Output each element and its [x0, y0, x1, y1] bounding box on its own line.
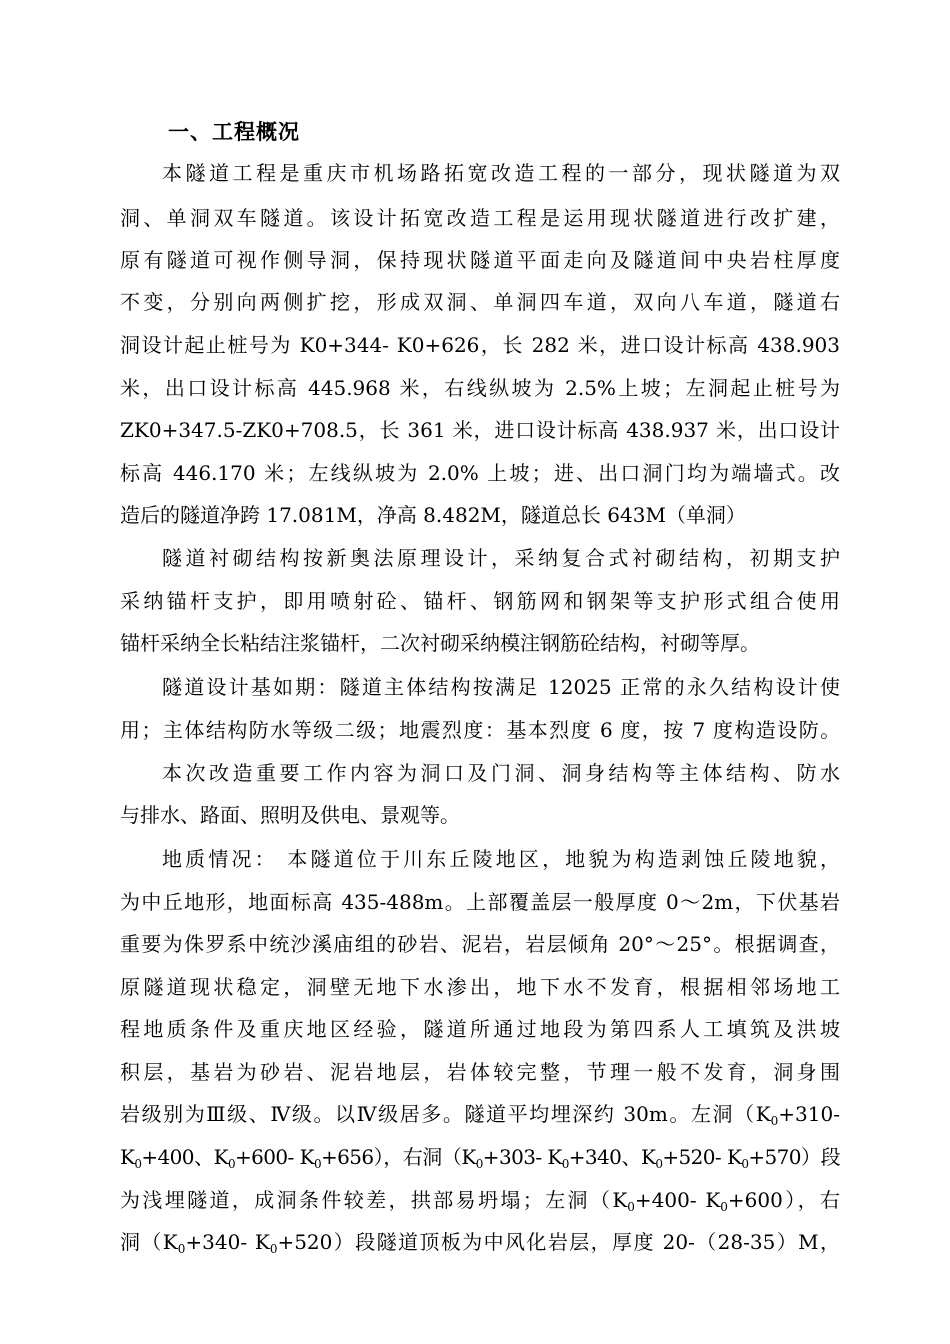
- subscript: 0: [227, 1157, 235, 1171]
- paragraph-line: 洞、单洞双车隧道。该设计拓宽改造工程是运用现状隧道进行改扩建，: [120, 206, 840, 230]
- text-run: 岩级别为Ⅲ级、Ⅳ级。以Ⅳ级居多。隧道平均埋深约 30m。左洞（K: [120, 1102, 771, 1126]
- paragraph-line: 原有隧道可视作侧导洞，保持现状隧道平面走向及隧道间中央岩柱厚度: [120, 248, 840, 272]
- subscript: 0: [627, 1200, 635, 1214]
- text-run: +600），右: [727, 1188, 840, 1212]
- subscript: 0: [475, 1157, 483, 1171]
- paragraph-line: 本次改造重要工作内容为洞口及门洞、洞身结构等主体结构、防水: [162, 761, 840, 785]
- paragraph-line: 重要为侏罗系中统沙溪庙组的砂岩、泥岩，岩层倾角 20°～25°。根据调查，: [120, 932, 840, 956]
- paragraph-line: 米，出口设计标高 445.968 米，右线纵坡为 2.5%上坡；左洞起止桩号为: [120, 376, 840, 400]
- text-run: K: [120, 1145, 135, 1169]
- text-run: +570）段: [748, 1145, 840, 1169]
- paragraph-line: [120, 1100, 840, 1128]
- paragraph-line: 隧道设计基如期：隧道主体结构按满足 12025 正常的永久结构设计使: [162, 675, 840, 699]
- paragraph-line: 隧道衬砌结构按新奥法原理设计，采纳复合式衬砌结构，初期支护: [162, 546, 840, 570]
- text-run: +340、K: [568, 1145, 656, 1169]
- text-run: +520）段隧道顶板为中风化岩层，厚度 20-（28-35）M，: [277, 1230, 840, 1254]
- subscript: 0: [269, 1242, 278, 1256]
- text-run: +600- K: [235, 1145, 314, 1169]
- text-run: +303- K: [482, 1145, 562, 1169]
- paragraph-line: 洞设计起止桩号为 K0+344- K0+626，长 282 米，进口设计标高 438.903: [120, 333, 840, 357]
- text-run: +400- K: [634, 1188, 721, 1212]
- subscript: 0: [313, 1157, 321, 1171]
- subscript: 0: [655, 1157, 663, 1171]
- paragraph-line: 锚杆采纳全长粘结注浆锚杆，二次衬砌采纳模注钢筋砼结构，衬砌等厚。: [120, 631, 760, 655]
- text-run: 洞（K: [120, 1230, 178, 1254]
- text-run: 为浅埋隧道，成洞条件较差，拱部易坍塌；左洞（K: [120, 1188, 628, 1212]
- paragraph-line: [120, 1228, 840, 1256]
- paragraph-line: 标高 446.170 米；左线纵坡为 2.0% 上坡；进、出口洞门均为端墙式。改: [120, 461, 840, 485]
- subscript: 0: [177, 1242, 186, 1256]
- subscript: 0: [770, 1114, 779, 1128]
- paragraph-line: 原隧道现状稳定，洞壁无地下水渗出，地下水不发育，根据相邻场地工: [120, 975, 840, 999]
- subscript: 0: [741, 1157, 749, 1171]
- text-run: +340- K: [185, 1230, 270, 1254]
- subscript: 0: [561, 1157, 569, 1171]
- paragraph-line: 积层，基岩为砂岩、泥岩地层，岩体较完整，节理一般不发育，洞身围: [120, 1060, 840, 1084]
- paragraph-line: [120, 1143, 840, 1171]
- text-run: +400、K: [141, 1145, 228, 1169]
- subscript: 0: [134, 1157, 142, 1171]
- text-run: +310-: [778, 1102, 840, 1126]
- paragraph-line: 程地质条件及重庆地区经验，隧道所通过地段为第四系人工填筑及洪坡: [120, 1017, 840, 1041]
- paragraph-line: 采纳锚杆支护，即用喷射砼、锚杆、钢筋网和钢架等支护形式组合使用: [120, 589, 840, 613]
- section-heading: 一、工程概况: [168, 119, 300, 144]
- paragraph-line: ZK0+347.5-ZK0+708.5，长 361 米，进口设计标高 438.937 米，出口设计: [120, 418, 840, 442]
- subscript: 0: [720, 1200, 728, 1214]
- paragraph-line: 不变，分别向两侧扩挖，形成双洞、单洞四车道，双向八车道，隧道右: [120, 290, 840, 314]
- paragraph-line: 用；主体结构防水等级二级；地震烈度：基本烈度 6 度，按 7 度构造设防。: [120, 718, 840, 742]
- paragraph-line: 与排水、路面、照明及供电、景观等。: [120, 803, 460, 827]
- text-run: +520- K: [662, 1145, 742, 1169]
- text-run: +656），右洞（K: [320, 1145, 476, 1169]
- paragraph-line: [120, 1186, 840, 1214]
- paragraph-line: 造后的隧道净跨 17.081M，净高 8.482M，隧道总长 643M（单洞）: [120, 503, 746, 527]
- paragraph-line: 地质情况： 本隧道位于川东丘陵地区，地貌为构造剥蚀丘陵地貌，: [162, 847, 840, 871]
- paragraph-line: 为中丘地形，地面标高 435-488m。上部覆盖层一般厚度 0～2m，下伏基岩: [120, 890, 840, 914]
- paragraph-line: 本隧道工程是重庆市机场路拓宽改造工程的一部分，现状隧道为双: [162, 161, 840, 185]
